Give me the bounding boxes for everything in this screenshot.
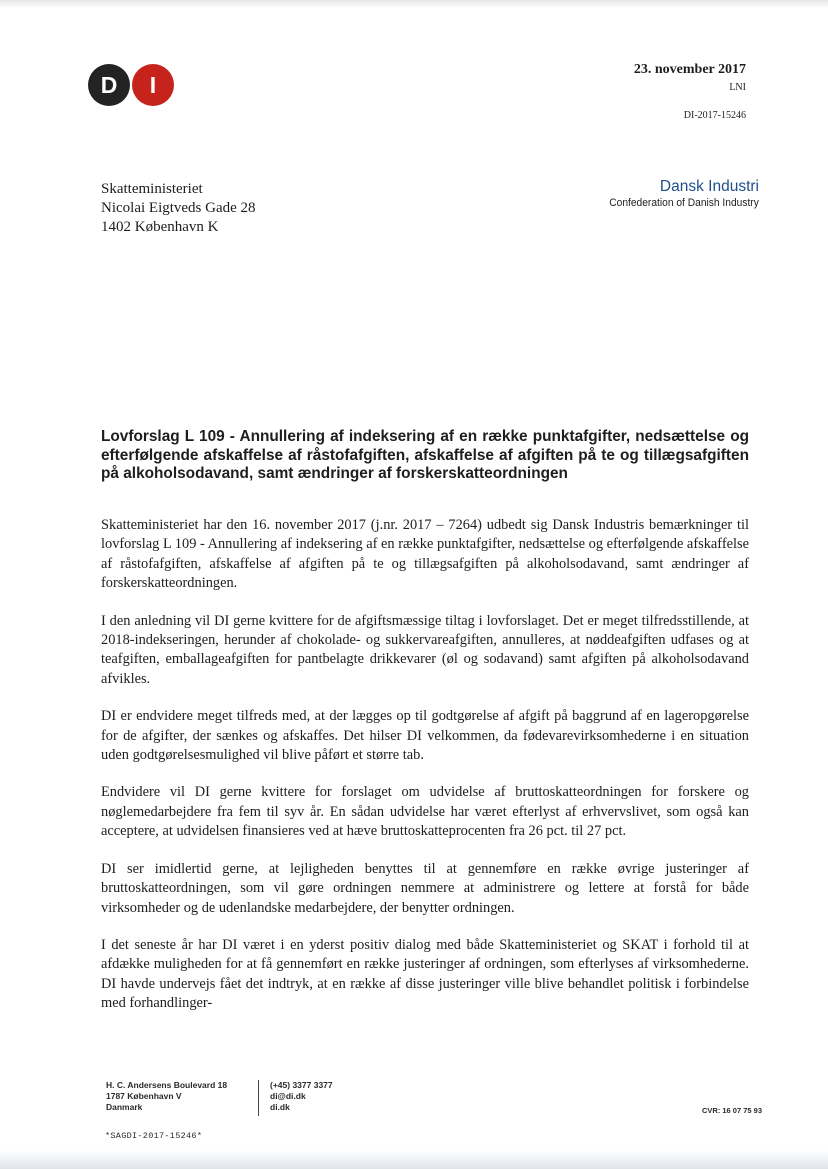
body-paragraph: DI er endvidere meget tilfreds med, at der lægges op til godtgørelse af afgift på baggrund af en lageropgørelse for de afgifter, der sænkes og afskaffes. Det hilser DI velkommen, da fødevarevirksomhederne i en situation uden godtgørelsesmulighed vil blive påført et større tab. [101,708,749,764]
letter-meta [634,60,746,124]
author-initials: LNI [729,82,746,93]
footer-phone: (+45) 3377 3377 [270,1080,333,1090]
footer-website: di.dk [270,1102,290,1112]
brand-name: Dansk Industri [659,178,759,195]
recipient-line: Nicolai Eigtveds Gade 28 [101,200,256,216]
body-paragraph: Endvidere vil DI gerne kvittere for forslaget om udvidelse af bruttoskatteordningen for forskere og nøglemedarbejdere fra fem til syv år. En sådan udvidelse har været efterlyst af erhvervslivet, som også kan acceptere, at udvidelsen finansieres ved at hæve bruttoskatteprocenten fra 26 pct. til 27 pct. [101,784,749,840]
reference-number: DI-2017-15246 [683,110,746,121]
footer-divider [258,1080,259,1116]
di-logo [88,64,178,108]
recipient-line: 1402 København K [101,219,219,235]
letter-body [101,516,749,1032]
footer-address [106,1080,256,1113]
brand-subtitle: Confederation of Danish Industry [609,197,759,209]
footer-address-line: 1787 København V [106,1091,182,1101]
letter-subject: Lovforslag L 109 - Annullering af indeksering af en række punktafgifter, nedsættelse og efterfølgende afskaffelse af råstofafgiften, afskaffelse af afgiften på te og tillægsafgiften på alkoholsodavand, samt ændringer af forskerskatteordningen [101,428,749,482]
body-paragraph: DI ser imidlertid gerne, at lejligheden benyttes til at gennemføre en række øvrige justeringer af bruttoskatteordningen, som vil gøre ordningen nemmere at administrere og lettere at forstå for både virksomheder og de udenlandske medarbejdere, der benytter ordningen. [101,860,749,916]
logo-letter-i: I [132,64,174,106]
footer-email: di@di.dk [270,1091,306,1101]
brand-block [598,178,759,211]
case-barcode-text: *SAGDI-2017-15246* [105,1131,203,1141]
body-paragraph: Skatteministeriet har den 16. november 2017 (j.nr. 2017 – 7264) udbedt sig Dansk Industris bemærkninger til lovforslag L 109 - Annullering af indeksering af en række punktafgifter, nedsættelse og efterfølgende afskaffelse af råstofafgiften, afskaffelse af afgiften på te og tillægsafgiften på alkoholsodavand, samt ændringer af forskerskatteordningen. [101,517,749,592]
recipient-line: Skatteministeriet [101,181,203,197]
cvr-number: CVR: 16 07 75 93 [701,1106,762,1115]
letter-date: 23. november 2017 [633,62,746,77]
footer-contact [270,1080,370,1113]
scan-edge-top [0,0,828,8]
logo-letter-d: D [88,64,130,106]
footer-address-line: Danmark [106,1102,143,1112]
footer-address-line: H. C. Andersens Boulevard 18 [106,1080,228,1090]
body-paragraph: I det seneste år har DI været i en yderst positiv dialog med både Skatteministeriet og SKAT i forhold til at afdække muligheden for at få gennemført en række justeringer af ordningen, som efterlyses af virksomhederne. DI havde undervejs fået det indtryk, at en række af disse justeringer ville blive behandlet politisk i forbindelse med forhandlinger- [101,936,749,1012]
recipient-address [101,180,256,237]
body-paragraph: I den anledning vil DI gerne kvittere for de afgiftsmæssige tiltag i lovforslaget. Det er meget tilfredsstillende, at 2018-indekseringen, herunder af chokolade- og sukkervareafgiften, annulleres, at nøddeafgiften udfases og at teafgiften, emballageafgiften for pantbelagte drikkevarer (øl og sodavand) samt afgiften på alkoholsodavand afvikles. [101,612,749,687]
scan-edge-bottom [0,1150,828,1169]
